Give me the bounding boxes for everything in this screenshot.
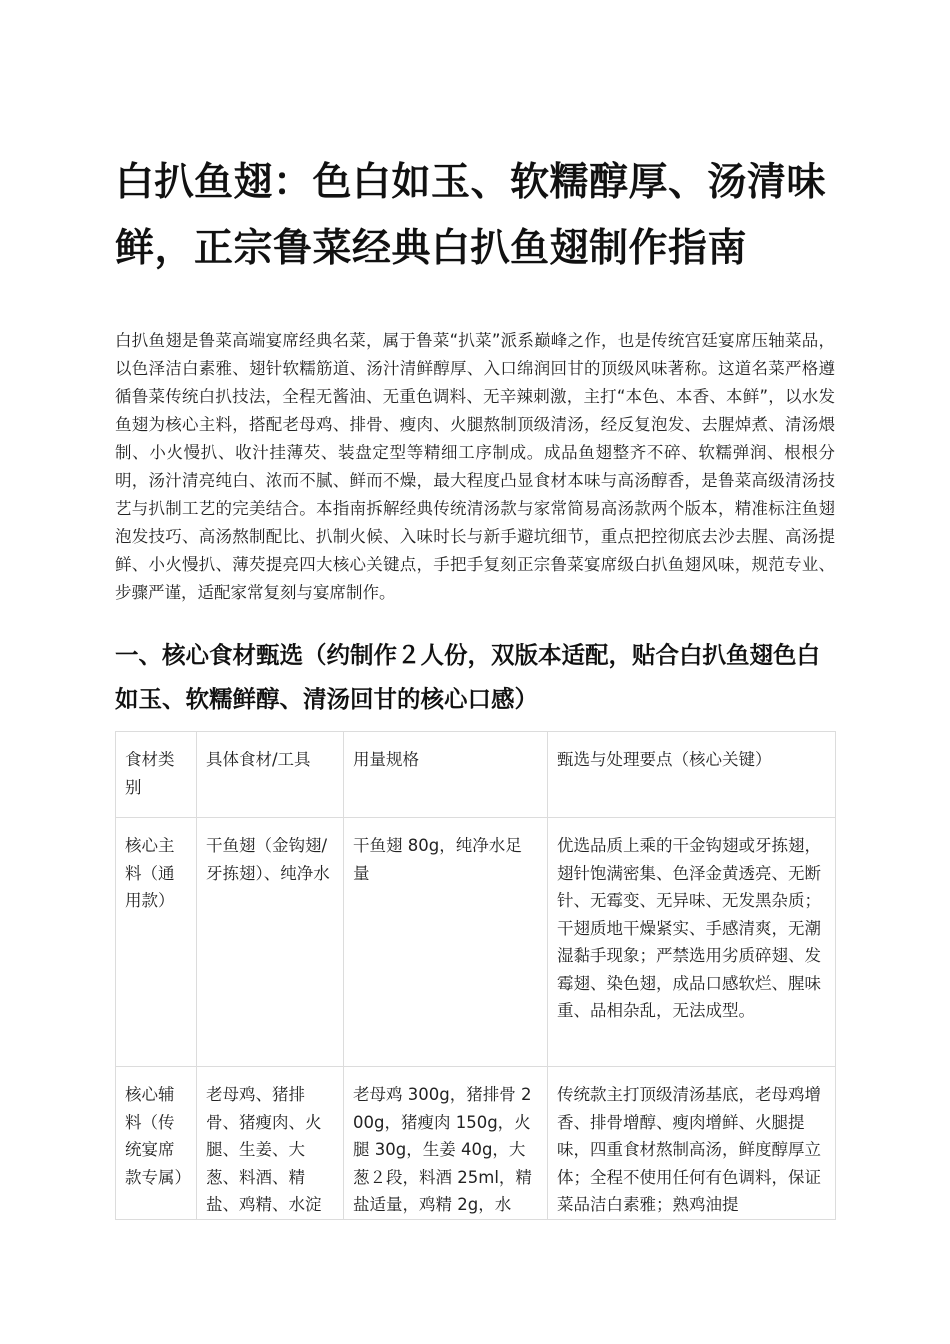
table-header-cell: 具体食材/工具 — [197, 732, 344, 818]
table-cell-amount: 干鱼翅 80g，纯净水足量 — [344, 818, 548, 1067]
table-cell-notes: 优选品质上乘的干金钩翅或牙拣翅，翅针饱满密集、色泽金黄透亮、无断针、无霉变、无异味、无发黑杂质；干翅质地干燥紧实、手感清爽，无潮湿黏手现象；严禁选用劣质碎翅、发霉翅、染色翅，成品口感软烂、腥味重、品相杂乱，无法成型。 — [548, 818, 836, 1067]
table-cell-items: 干鱼翅（金钩翅/牙拣翅）、纯净水 — [197, 818, 344, 1067]
table-cell-amount: 老母鸡 300g，猪排骨 200g，猪瘦肉 150g，火腿 30g，生姜 40g，大葱２段，料酒 25ml，精盐适量，鸡精 2g，水 — [344, 1067, 548, 1220]
section-heading: 一、核心食材甄选（约制作２人份，双版本适配，贴合白扒鱼翅色白如玉、软糯鲜醇、清汤回甘的核心口感） — [115, 641, 820, 713]
intro-paragraph: 白扒鱼翅是鲁菜高端宴席经典名菜，属于鲁菜“扒菜”派系巅峰之作，也是传统宫廷宴席压轴菜品，以色泽洁白素雅、翅针软糯筋道、汤汁清鲜醇厚、入口绵润回甘的顶级风味著称。这道名菜严格遵循鲁菜传统白扒技法，全程无酱油、无重色调料、无辛辣刺激，主打“本色、本香、本鲜”，以水发鱼翅为核心主料，搭配老母鸡、排骨、瘦肉、火腿熬制顶级清汤，经反复泡发、去腥焯煮、清汤煨制、小火慢扒、收汁挂薄芡、装盘定型等精细工序制成。成品鱼翅整齐不碎、软糯弹润、根根分明，汤汁清亮纯白、浓而不腻、鲜而不燥，最大程度凸显食材本味与高汤醇香，是鲁菜高级清汤技艺与扒制工艺的完美结合。本指南拆解经典传统清汤款与家常简易高汤款两个版本，精准标注鱼翅泡发技巧、高汤熬制配比、扒制火候、入味时长与新手避坑细节，重点把控彻底去沙去腥、高汤提鲜、小火慢扒、薄芡提亮四大核心关键点，手把手复刻正宗鲁菜宴席级白扒鱼翅风味，规范专业、步骤严谨，适配家常复刻与宴席制作。 — [115, 331, 835, 602]
table-row — [116, 1067, 836, 1220]
table-cell-notes: 传统款主打顶级清汤基底，老母鸡增香、排骨增醇、瘦肉增鲜、火腿提味，四重食材熬制高汤，鲜度醇厚立体；全程不使用任何有色调料，保证菜品洁白素雅；熟鸡油提 — [548, 1067, 836, 1220]
table-row — [116, 818, 836, 1067]
table-header-cell: 甄选与处理要点（核心关键） — [548, 732, 836, 818]
table-cell-items: 老母鸡、猪排骨、猪瘦肉、火腿、生姜、大葱、料酒、精盐、鸡精、水淀 — [197, 1067, 344, 1220]
table-header-row — [116, 732, 836, 818]
table-cell-category: 核心辅料（传统宴席款专属） — [116, 1067, 197, 1220]
table-header-cell: 食材类别 — [116, 732, 197, 818]
document-page — [115, 150, 835, 1220]
page-title: 白扒鱼翅：色白如玉、软糯醇厚、汤清味鲜，正宗鲁菜经典白扒鱼翅制作指南 — [115, 160, 827, 271]
ingredient-table — [115, 731, 836, 1220]
table-header-cell: 用量规格 — [344, 732, 548, 818]
table-cell-category: 核心主料（通用款） — [116, 818, 197, 1067]
